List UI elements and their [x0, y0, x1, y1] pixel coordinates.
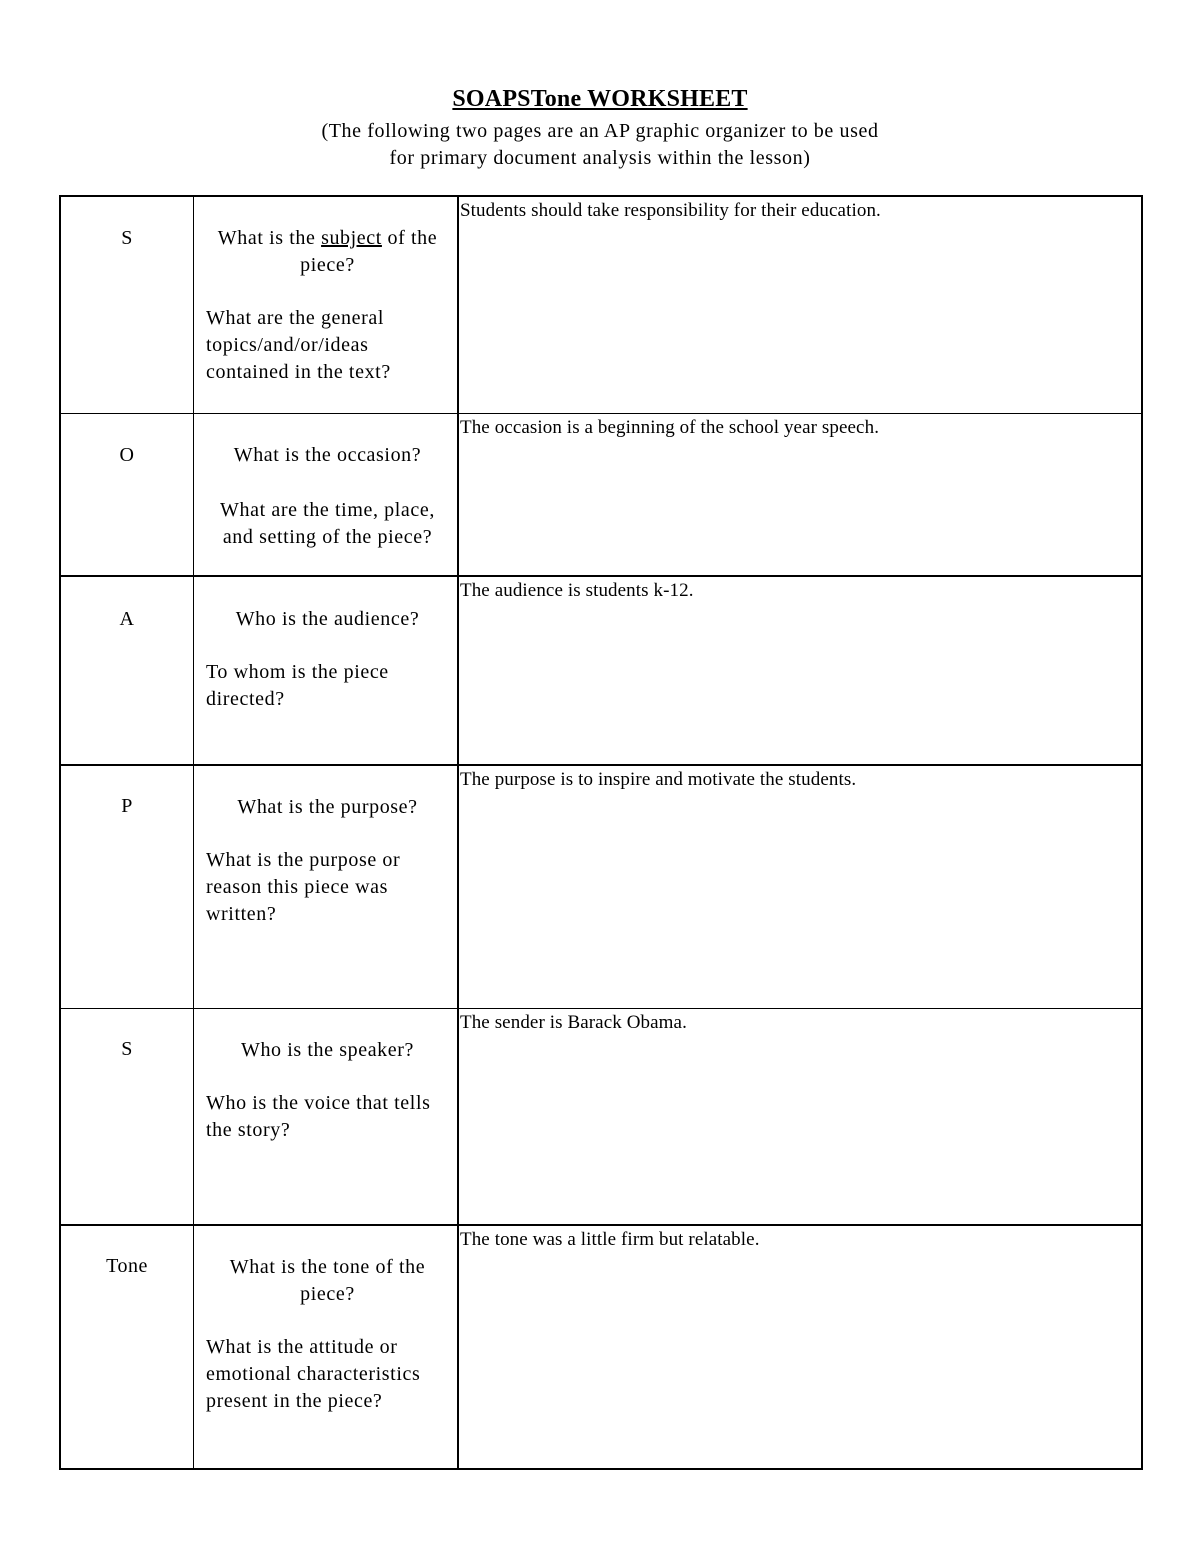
table-row-audience — [61, 577, 1141, 766]
row-letter: S — [61, 197, 194, 413]
row-questions — [194, 414, 459, 575]
row-questions — [194, 197, 459, 413]
worksheet-title: SOAPSTone WORKSHEET — [452, 86, 748, 112]
worksheet-subtitle — [0, 118, 1200, 172]
row-questions — [194, 577, 459, 764]
row-question-secondary: What is the attitude or emotional characteristics present in the piece? — [206, 1336, 421, 1412]
row-question-primary: What is the tone of the piece? — [229, 1256, 426, 1305]
table-row-speaker — [61, 1009, 1141, 1226]
row-question-secondary: What are the time, place, and setting of the piece? — [220, 499, 435, 548]
table-row-tone — [61, 1226, 1141, 1468]
table-row-occasion — [61, 414, 1141, 577]
row-questions — [194, 1009, 459, 1224]
row-question-primary: Who is the speaker? — [240, 1039, 414, 1061]
row-letter: O — [61, 414, 194, 575]
row-question-secondary: What is the purpose or reason this piece was written? — [206, 849, 401, 925]
subtitle-line-1: (The following two pages are an AP graphic organizer to be used — [321, 120, 879, 142]
soapstone-table — [59, 195, 1143, 1470]
subject-underlined-word: subject — [321, 227, 382, 249]
row-question-primary: What is the purpose? — [237, 796, 418, 818]
row-answer[interactable]: The tone was a little firm but relatable. — [460, 1229, 760, 1250]
row-question-primary: What is the occasion? — [233, 444, 422, 466]
row-answer[interactable]: The occasion is a beginning of the school year speech. — [460, 417, 880, 438]
row-letter: Tone — [61, 1226, 194, 1468]
row-answer[interactable]: Students should take responsibility for their education. — [460, 200, 881, 221]
row-letter: S — [61, 1009, 194, 1224]
row-answer[interactable]: The sender is Barack Obama. — [460, 1012, 687, 1033]
row-letter: A — [61, 577, 194, 764]
row-answer[interactable]: The purpose is to inspire and motivate the students. — [460, 769, 857, 790]
table-row-subject — [61, 197, 1141, 414]
row-question-secondary: What are the general topics/and/or/ideas contained in the text? — [206, 307, 391, 383]
row-questions — [194, 766, 459, 1008]
row-letter: P — [61, 766, 194, 1008]
subtitle-line-2: for primary document analysis within the lesson) — [389, 147, 811, 169]
row-question-secondary: Who is the voice that tells the story? — [206, 1092, 431, 1141]
row-question-secondary: To whom is the piece directed? — [206, 661, 389, 710]
row-answer[interactable]: The audience is students k-12. — [460, 580, 694, 601]
row-questions — [194, 1226, 459, 1468]
row-question-primary: What is the subject of the piece? — [217, 227, 438, 276]
table-row-purpose — [61, 766, 1141, 1009]
row-question-primary: Who is the audience? — [235, 608, 420, 630]
